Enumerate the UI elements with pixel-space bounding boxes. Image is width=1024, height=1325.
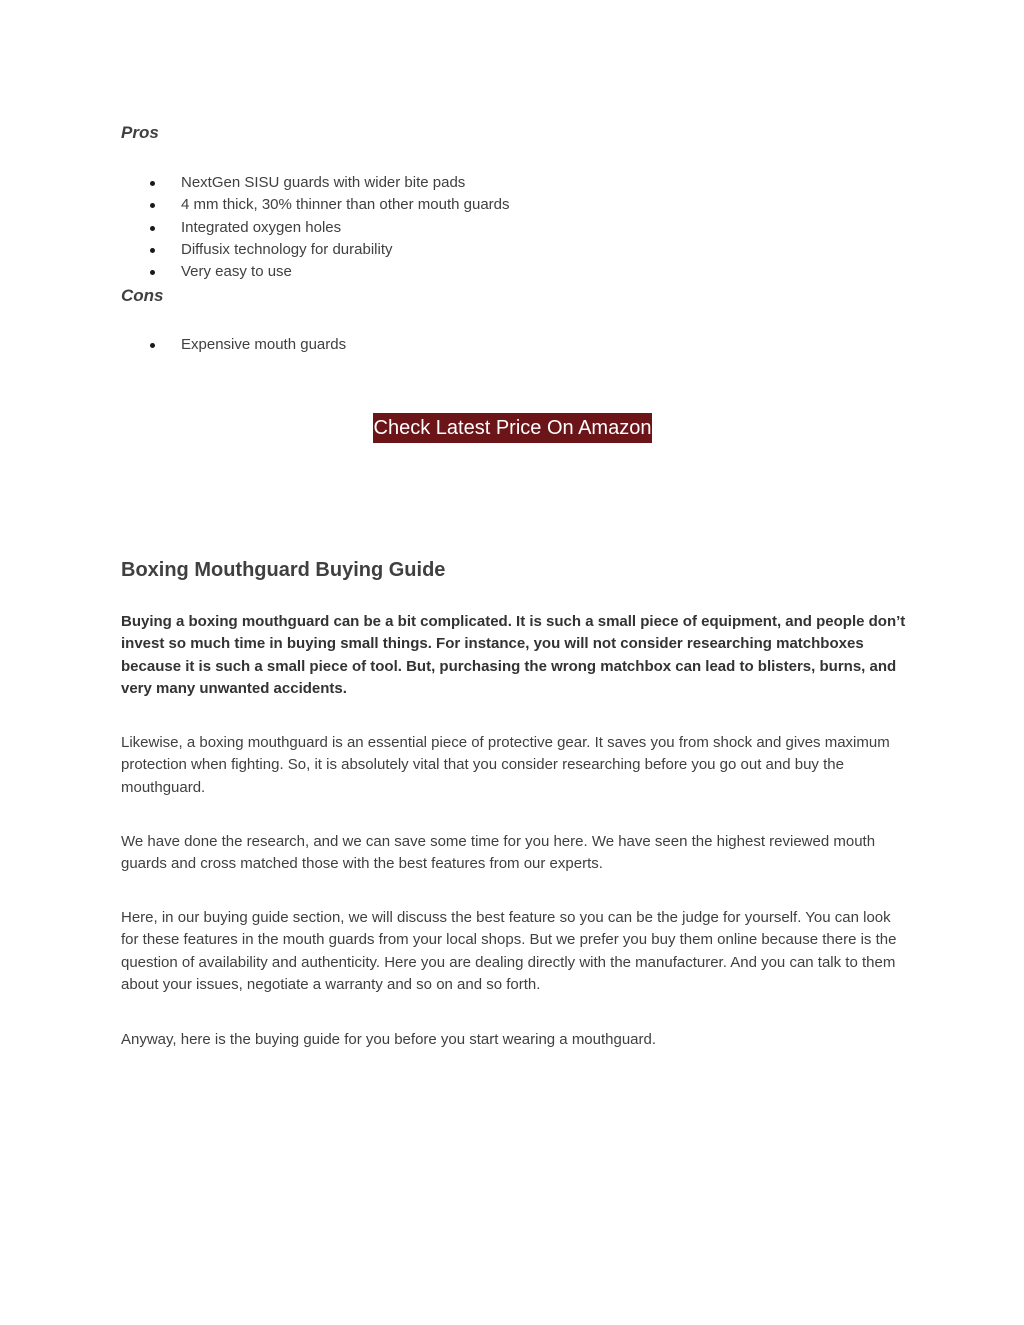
cta-container (121, 413, 904, 443)
pros-item: Diffusix technology for durability (121, 239, 510, 261)
cons-heading: Cons (121, 286, 164, 305)
pros-list (121, 172, 510, 283)
pros-item: NextGen SISU guards with wider bite pads (121, 172, 510, 194)
guide-paragraph: Anyway, here is the buying guide for you before you start wearing a mouthguard. (121, 1031, 657, 1048)
guide-paragraph: We have done the research, and we can save some time for you here. We have seen the highest reviewed mouth guards and cross matched those with the best features from our experts. (121, 833, 876, 873)
guide-title: Boxing Mouthguard Buying Guide (121, 559, 446, 581)
guide-paragraph: Likewise, a boxing mouthguard is an essential piece of protective gear. It saves you from shock and gives maximum protection when fighting. So, it is absolutely vital that you consider researching before you go out and buy the mouthguard. (121, 734, 890, 796)
pros-heading: Pros (121, 123, 159, 142)
cons-item: Expensive mouth guards (121, 334, 346, 356)
check-price-amazon-link[interactable]: Check Latest Price On Amazon (373, 413, 653, 443)
pros-item: Integrated oxygen holes (121, 217, 510, 239)
cons-list (121, 334, 346, 356)
guide-intro-paragraph: Buying a boxing mouthguard can be a bit complicated. It is such a small piece of equipment, and people don’t invest so much time in buying small things. For instance, you will not consider researching matchboxes because it is such a small piece of tool. But, purchasing the wrong matchbox can lead to blisters, burns, and very many unwanted accidents. (121, 613, 906, 697)
pros-item: 4 mm thick, 30% thinner than other mouth guards (121, 194, 510, 216)
pros-item: Very easy to use (121, 261, 510, 283)
guide-paragraph: Here, in our buying guide section, we will discuss the best feature so you can be the judge for yourself. You can look for these features in the mouth guards from your local shops. But we prefer you buy them online because there is the question of availability and authenticity. Here you are dealing directly with the manufacturer. And you can talk to them about your issues, negotiate a warranty and so on and so forth. (121, 909, 897, 993)
